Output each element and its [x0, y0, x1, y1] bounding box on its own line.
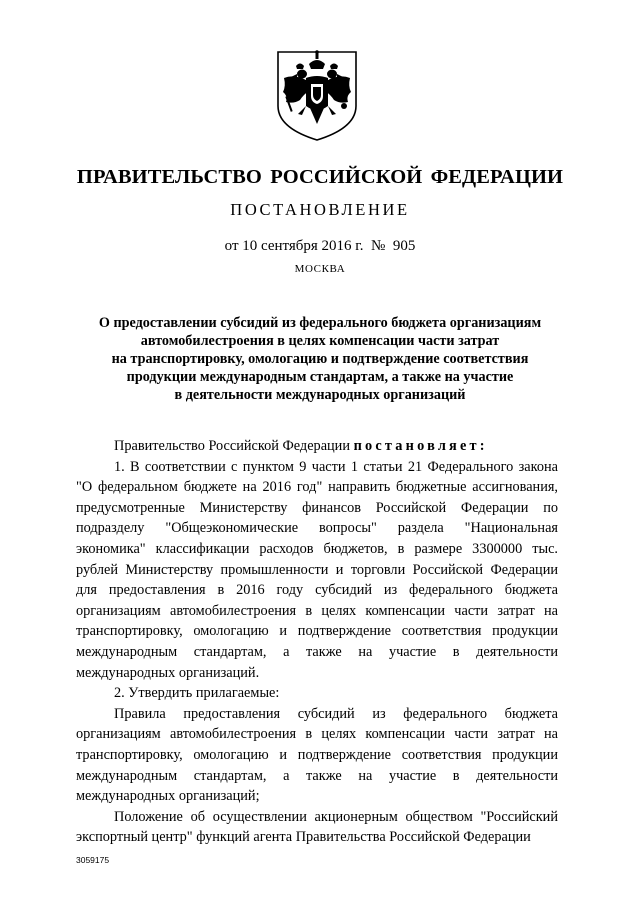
- body-paragraph: Положение об осуществлении акционерным обществом "Российский экспортный центр" функций агента Правительства Российской Федерации: [76, 808, 558, 846]
- document-body: [76, 436, 558, 848]
- intro-paragraph: [76, 436, 558, 457]
- body-paragraph: 1. В соответствии с пунктом 9 части 1 статьи 21 Федерального закона "О федеральном бюджете на 2016 год" направить бюджетные ассигнования, предусмотренные Министерству финансов Российской Федерации по подразделу "Общеэкономические вопросы" раздела "Национальная экономика" классификации расходов бюджетов, в размере 3300000 тыс. рублей Министерству промышленности и торговли Российской Федерации для предоставления в 2016 году субсидий из федерального бюджета организациям автомобилестроения в целях компенсации части затрат на транспортировку, омологацию и подтверждение соответствия продукции международным стандартам, а также на участие в деятельности международных организаций.: [76, 458, 558, 681]
- subject-line: О предоставлении субсидий из федерального бюджета организациям: [98, 315, 542, 331]
- body-paragraph: 2. Утвердить прилагаемые:: [114, 685, 280, 702]
- subject-line: на транспортировку, омологацию и подтверждение соответствия: [111, 351, 529, 367]
- subject-line: в деятельности международных организаций: [174, 387, 466, 403]
- decree-word: постановляет:: [353, 438, 488, 454]
- body-paragraph: Правила предоставления субсидий из федерального бюджета организациям автомобилестроения в целях компенсации части затрат на транспортировку, омологацию и подтверждение соответствия продукции международным стандартам, а также на участие в деятельности международных организаций;: [76, 705, 558, 805]
- document-date-number: от 10 сентября 2016 г. № 905: [224, 238, 416, 254]
- intro-prefix: Правительство Российской Федерации: [114, 438, 350, 454]
- subject-line: автомобилестроения в целях компенсации части затрат: [140, 333, 500, 349]
- document-code: 3059175: [76, 855, 110, 865]
- document-subject: [60, 314, 580, 404]
- document-type: ПОСТАНОВЛЕНИЕ: [230, 200, 410, 219]
- russian-coat-of-arms-icon: [272, 44, 362, 142]
- government-title: ПРАВИТЕЛЬСТВО РОССИЙСКОЙ ФЕДЕРАЦИИ: [76, 166, 564, 188]
- document-city: МОСКВА: [294, 263, 346, 275]
- subject-line: продукции международным стандартам, а также на участие: [126, 369, 514, 385]
